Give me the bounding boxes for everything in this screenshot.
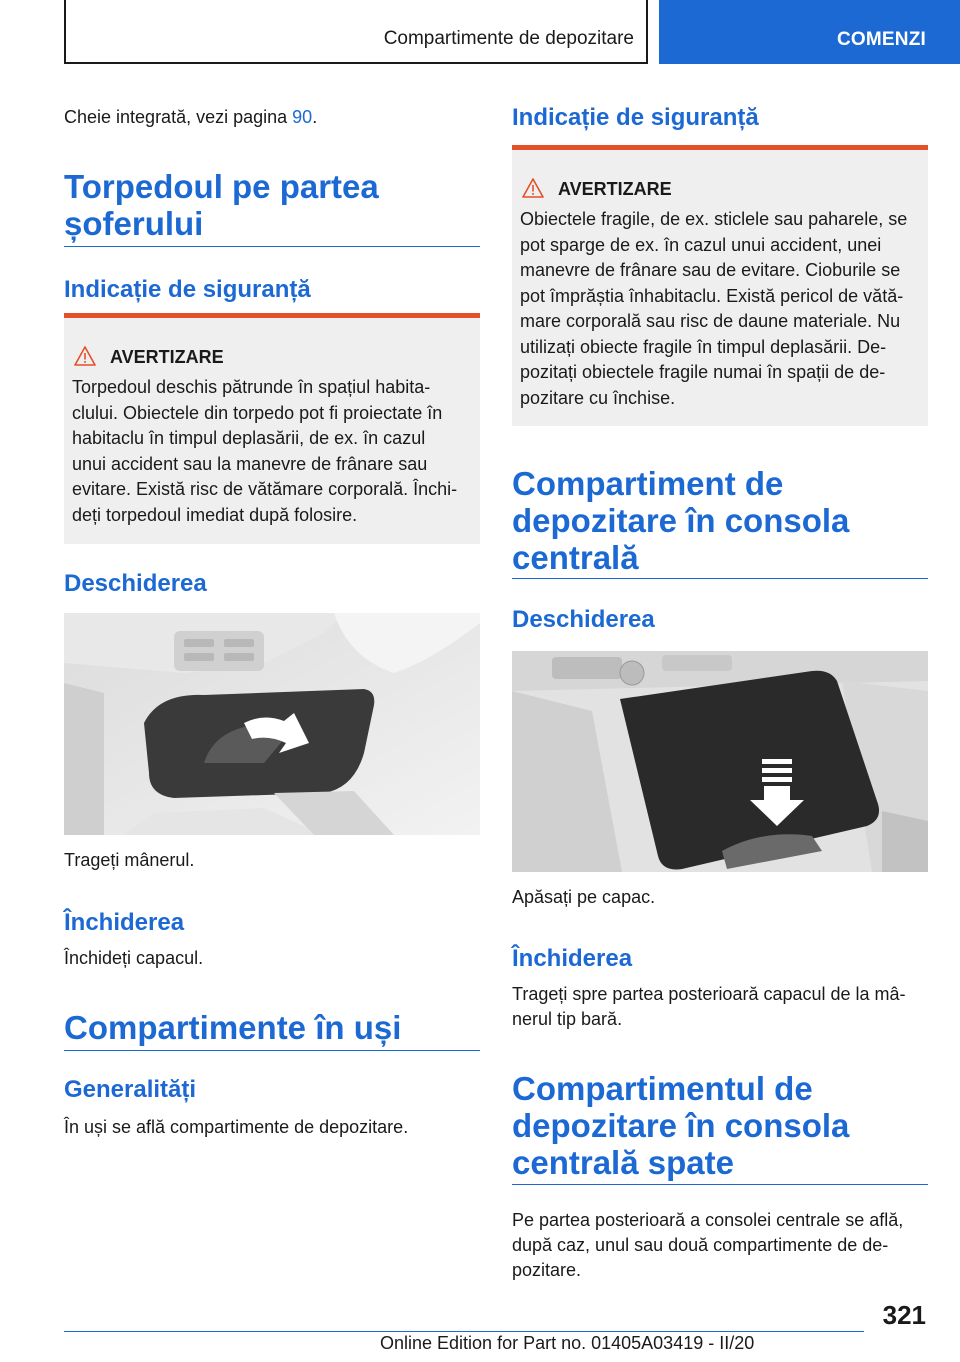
heading-opening: Deschiderea xyxy=(64,570,207,597)
photo-caption: Apăsați pe capac. xyxy=(512,887,656,907)
warning-box xyxy=(512,145,928,426)
heading-opening: Deschiderea xyxy=(512,606,655,633)
heading-rule xyxy=(64,1050,480,1051)
console-photo xyxy=(512,651,928,872)
footer-rule xyxy=(64,1331,864,1332)
rear-text: Pe partea posterioară a consolei centrale se află, după caz, unul sau două compartimente de de- pozitare. xyxy=(512,1210,904,1280)
heading-safety: Indicație de siguranță xyxy=(64,276,311,303)
heading-general: Generalități xyxy=(64,1076,197,1103)
heading-safety: Indicație de siguranță xyxy=(512,104,759,131)
warning-title: AVERTIZARE xyxy=(558,179,672,199)
warning-icon xyxy=(74,346,96,366)
warning-text: Obiectele fragile, de ex. sticlele sau paharele, se pot sparge de ex. în cazul unui accident, unei manevre de frânare sau de evitare. Cioburile se pot împrăștia înhabitaclu. Există pericol de vătă- mare corporală sau risc de daune materiale. Nu utilizați obiecte fragile în timpul deplasării. De- pozitați obiectele fragile numai în spații de de- pozitare cu închise. xyxy=(520,209,908,408)
heading-rule xyxy=(512,578,928,579)
warning-icon xyxy=(522,178,544,198)
intro-paragraph xyxy=(64,105,480,130)
heading-rule xyxy=(512,1184,928,1185)
general-text: În uși se află compartimente de depozitare. xyxy=(64,1117,409,1137)
page-number: 321 xyxy=(882,1300,926,1330)
closing-text: Închideți capacul. xyxy=(64,948,204,968)
heading-rear-console: Compartimentul de depozitare în consola centrală spate xyxy=(512,1070,850,1181)
heading-closing: Închiderea xyxy=(512,945,633,972)
intro-text: Cheie integrată, vezi pagina xyxy=(64,107,293,127)
header-section-tab xyxy=(64,0,648,64)
header-section-title: Compartimente de depozitare xyxy=(383,28,634,49)
heading-closing: Închiderea xyxy=(64,909,185,936)
intro-end: . xyxy=(312,107,318,127)
heading-driver-glovebox: Torpedoul pe partea șoferului xyxy=(64,168,379,242)
heading-console: Compartiment de depozitare în consola centrală xyxy=(512,465,850,576)
glovebox-photo xyxy=(64,613,480,835)
heading-doors: Compartimente în uși xyxy=(64,1009,402,1046)
edition-text: Online Edition for Part no. 01405A03419 - II/20 xyxy=(380,1333,755,1353)
closing-text: Trageți spre partea posterioară capacul de la mâ- nerul tip bară. xyxy=(512,984,906,1029)
header-chapter-tab[interactable] xyxy=(659,0,960,64)
warning-text: Torpedoul deschis pătrunde în spațiul habita- clului. Obiectele din torpedo pot fi proiectate în habitaclu în timpul deplasării, de ex. în cazul unui accident sau la manevre de frânare sau evitare. Există risc de vătămare corporală. Închi- deți torpedoul imediat după folosire. xyxy=(72,377,458,525)
footer-edition xyxy=(380,1333,754,1354)
warning-title: AVERTIZARE xyxy=(110,347,224,367)
photo-caption: Trageți mânerul. xyxy=(64,850,195,870)
header-chapter-title: COMENZI xyxy=(836,29,926,50)
heading-rule xyxy=(64,246,480,247)
page-link[interactable]: 90 xyxy=(292,107,313,127)
warning-box xyxy=(64,313,480,544)
